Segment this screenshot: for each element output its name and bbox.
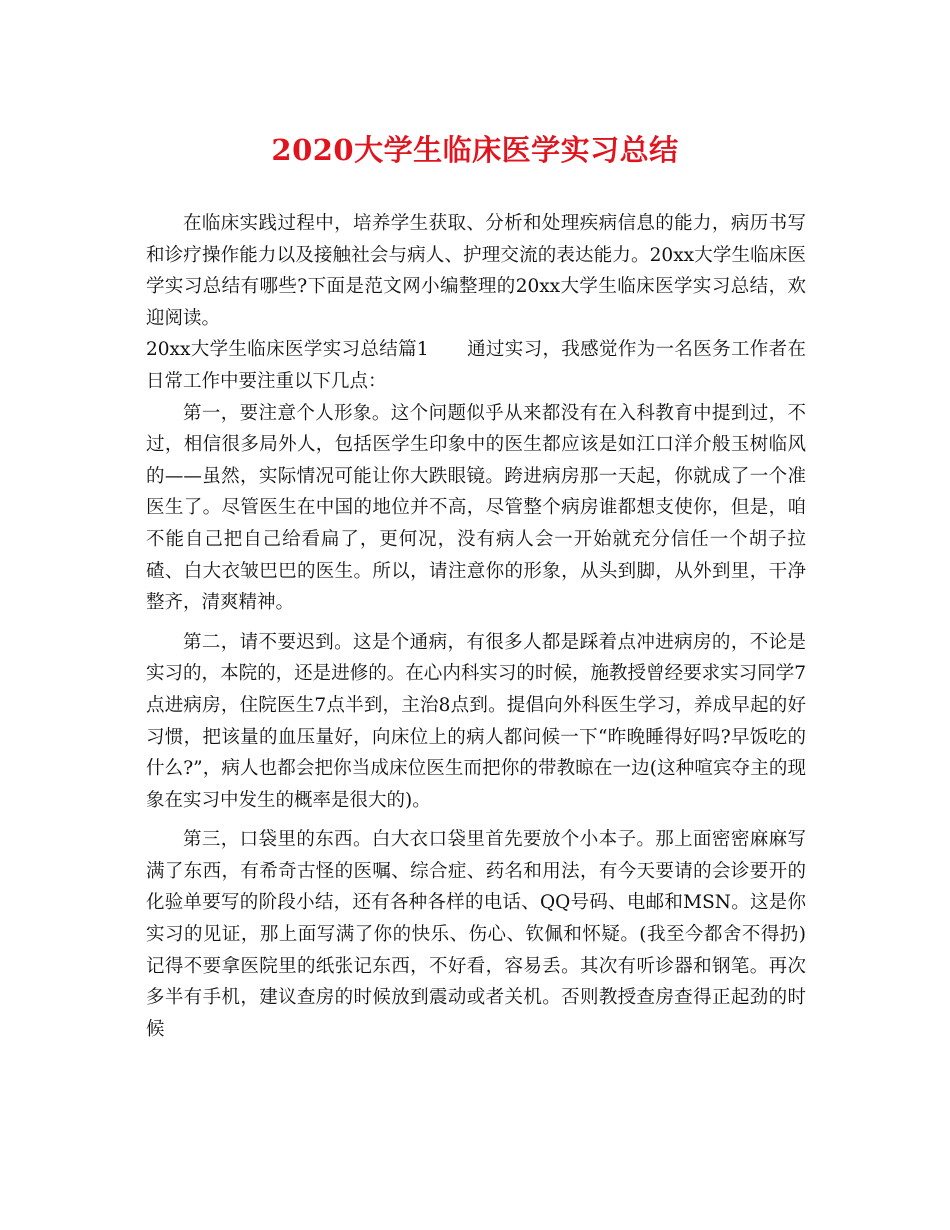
paragraph-second: 第二，请不要迟到。这是个通病，有很多人都是踩着点冲进病房的，不论是实习的，本院的，还是进修的。在心内科实习的时候，施教授曾经要求实习同学7点进病房，住院医生7点半到，主治8点到。提倡向外科医生学习，养成早起的好习惯，把该量的血压量好，向床位上的病人都问候一下“昨晚睡得好吗?早饭吃的什么?”，病人也都会把你当成床位医生而把你的带教晾在一边(这种喧宾夺主的现象在实习中发生的概率是很大的)。 bbox=[146, 631, 806, 811]
section-heading: 20xx大学生临床医学实习总结篇1 bbox=[146, 339, 429, 361]
document-body bbox=[146, 208, 806, 1045]
section-paragraph bbox=[146, 334, 806, 397]
paragraph-third: 第三，口袋里的东西。白大衣口袋里首先要放个小本子。那上面密密麻麻写满了东西，有希奇古怪的医嘱、综合症、药名和用法，有今天要请的会诊要开的化验单要写的阶段小结，还有各种各样的电话、QQ号码、电邮和MSN。这是你实习的见证，那上面写满了你的快乐、伤心、钦佩和怀疑。(我至今都舍不得扔)记得不要拿医院里的纸张记东西，不好看，容易丢。其次有听诊器和钢笔。再次多半有手机，建议查房的时候放到震动或者关机。否则教授查房查得正起劲的时候 bbox=[146, 829, 806, 1040]
document-title: 2020大学生临床医学实习总结 bbox=[271, 133, 679, 167]
paragraph-first: 第一，要注意个人形象。这个问题似乎从来都没有在入科教育中提到过，不过，相信很多局外人，包括医学生印象中的医生都应该是如江口洋介般玉树临风的——虽然，实际情况可能让你大跌眼镜。跨进病房那一天起，你就成了一个准医生了。尽管医生在中国的地位并不高，尽管整个病房谁都想支使你，但是，咱不能自己把自己给看扁了，更何况，没有病人会一开始就充分信任一个胡子拉碴、白大衣皱巴巴的医生。所以，请注意你的形象，从头到脚，从外到里，干净整齐，清爽精神。 bbox=[146, 402, 806, 614]
section-lead: 通过实习，我感觉作为一名医务工作者在日常工作中要注重以下几点： bbox=[146, 339, 806, 392]
intro-paragraph: 在临床实践过程中，培养学生获取、分析和处理疾病信息的能力，病历书写和诊疗操作能力以及接触社会与病人、护理交流的表达能力。20xx大学生临床医学实习总结有哪些?下面是范文网小编整理的20xx大学生临床医学实习总结，欢迎阅读。 bbox=[146, 213, 806, 329]
